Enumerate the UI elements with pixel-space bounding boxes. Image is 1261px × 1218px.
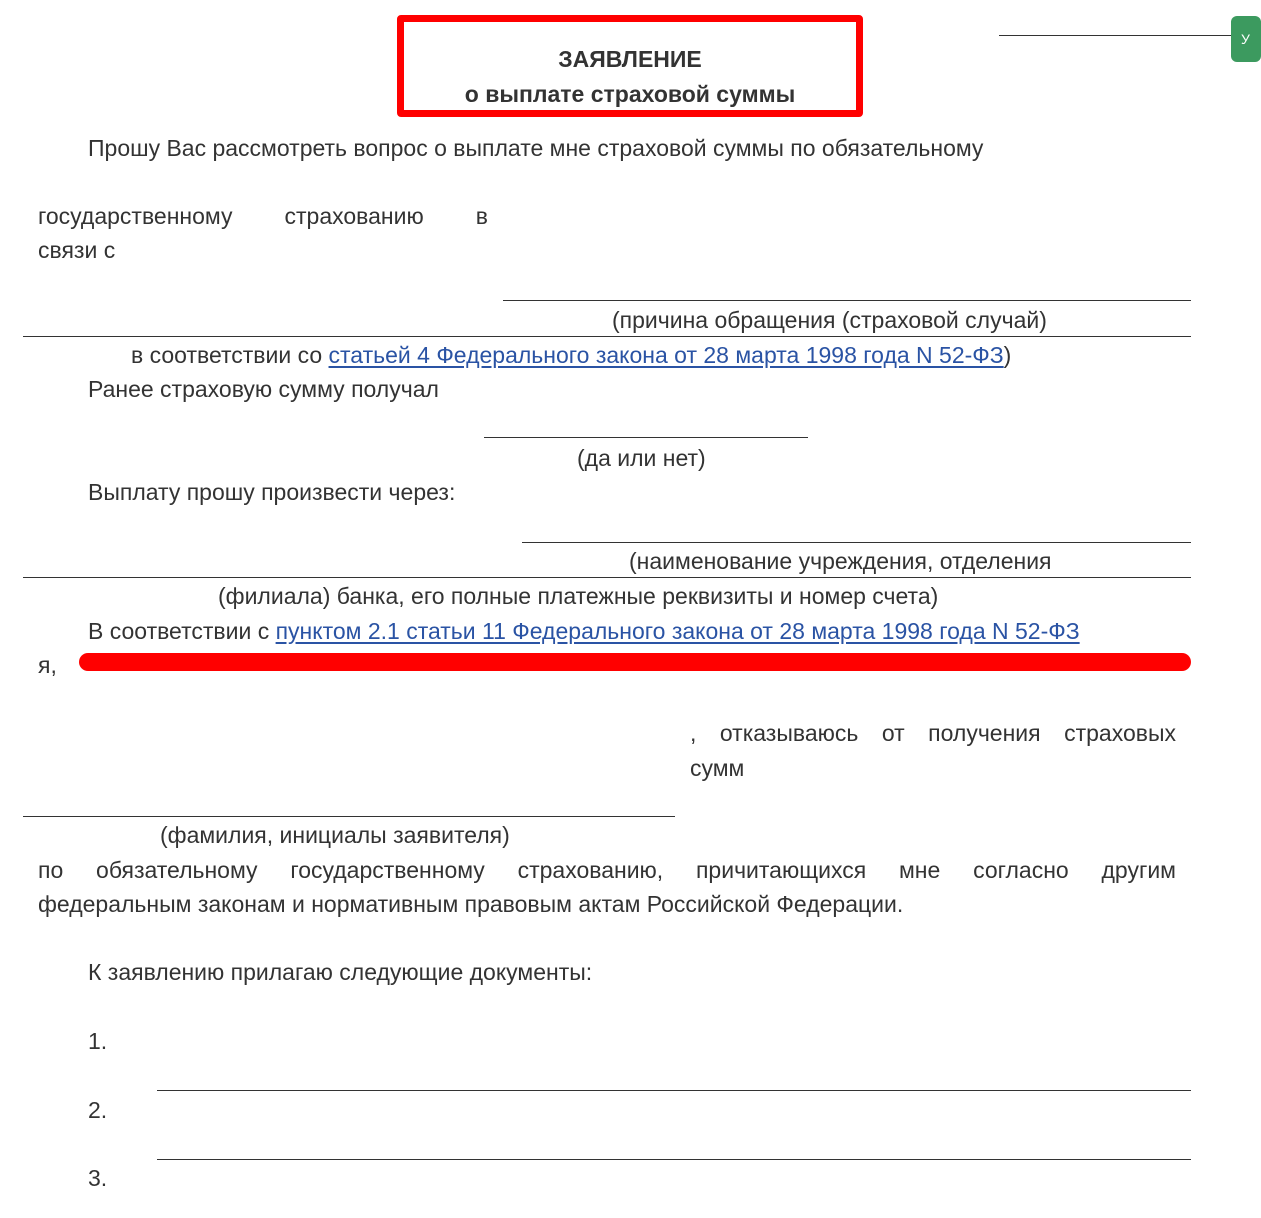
refusal-word: получения — [928, 720, 1041, 746]
refusal-word: страховых — [1064, 720, 1176, 746]
intro-text: Прошу Вас рассмотреть вопрос о выплате мне страховой суммы по обязательному — [88, 135, 984, 161]
attachments-label: К заявлению прилагаю следующие документы: — [88, 959, 593, 985]
refusal-pronoun: я, — [38, 652, 57, 678]
attachment-number: 1. — [88, 1028, 108, 1054]
reason-caption: (причина обращения (страховой случай) — [612, 307, 1047, 333]
attachment-field-line-1[interactable] — [157, 1090, 1191, 1091]
accordance-prefix: в соответствии со — [131, 342, 329, 368]
law-article-4-link[interactable]: статьей 4 Федерального закона от 28 марта 1998 года N 52-ФЗ — [328, 342, 1004, 368]
attachment-field-line-2[interactable] — [157, 1159, 1191, 1160]
refusal-justified-row — [690, 716, 1176, 750]
intro-word: государственному — [38, 203, 233, 229]
payment-caption-2: (филиала) банка, его полные платежные реквизиты и номер счета) — [218, 583, 939, 609]
tail-word: другим — [1101, 857, 1176, 883]
refusal-prefix: В соответствии с — [88, 618, 276, 644]
document-title-box — [397, 15, 863, 117]
intro-word: страхованию — [284, 203, 424, 229]
payment-caption-1: (наименование учреждения, отделения — [629, 548, 1052, 574]
document-title: ЗАЯВЛЕНИЕ — [558, 46, 702, 72]
previous-payment-label: Ранее страховую сумму получал — [88, 376, 439, 402]
redaction-highlight-bar — [79, 653, 1191, 671]
tail-word: страхованию, — [517, 857, 664, 883]
tail-word: по — [38, 857, 64, 883]
document-subtitle: о выплате страховой суммы — [464, 81, 796, 107]
intro-word: в — [475, 203, 488, 229]
reason-field-line-2[interactable] — [23, 336, 1191, 337]
refusal-tail-line2: федеральным законам и нормативным правовым актам Российской Федерации. — [38, 891, 904, 917]
previous-payment-caption: (да или нет) — [577, 445, 706, 471]
tail-word: обязательному — [96, 857, 258, 883]
accordance-suffix: ) — [1003, 342, 1012, 368]
reason-field-line[interactable] — [503, 300, 1191, 301]
refusal-tail-row — [38, 853, 1176, 887]
payment-field-line[interactable] — [522, 542, 1191, 543]
refusal-word: от — [881, 720, 905, 746]
refusal-text-line2: сумм — [690, 755, 745, 781]
applicant-name-caption: (фамилия, инициалы заявителя) — [160, 822, 510, 848]
applicant-name-field-line[interactable] — [23, 816, 675, 817]
side-action-button[interactable]: У — [1231, 16, 1261, 62]
refusal-word: , — [690, 720, 697, 746]
intro-text-line2: связи с — [38, 237, 116, 263]
signature-line-top — [999, 35, 1249, 36]
attachment-number: 2. — [88, 1097, 108, 1123]
intro-justified-row — [38, 199, 488, 233]
payment-label: Выплату прошу произвести через: — [88, 479, 456, 505]
refusal-word: отказываюсь — [719, 720, 859, 746]
payment-field-line-2[interactable] — [23, 577, 1191, 578]
tail-word: причитающихся — [695, 857, 867, 883]
previous-payment-field-line[interactable] — [484, 437, 808, 438]
tail-word: государственному — [290, 857, 485, 883]
accordance-text — [131, 338, 1011, 372]
refusal-text — [88, 614, 1080, 648]
attachment-number: 3. — [88, 1165, 108, 1191]
law-point-2-1-link[interactable]: пунктом 2.1 статьи 11 Федерального закона от 28 марта 1998 года N 52-ФЗ — [275, 618, 1080, 644]
tail-word: согласно — [973, 857, 1069, 883]
tail-word: мне — [898, 857, 941, 883]
